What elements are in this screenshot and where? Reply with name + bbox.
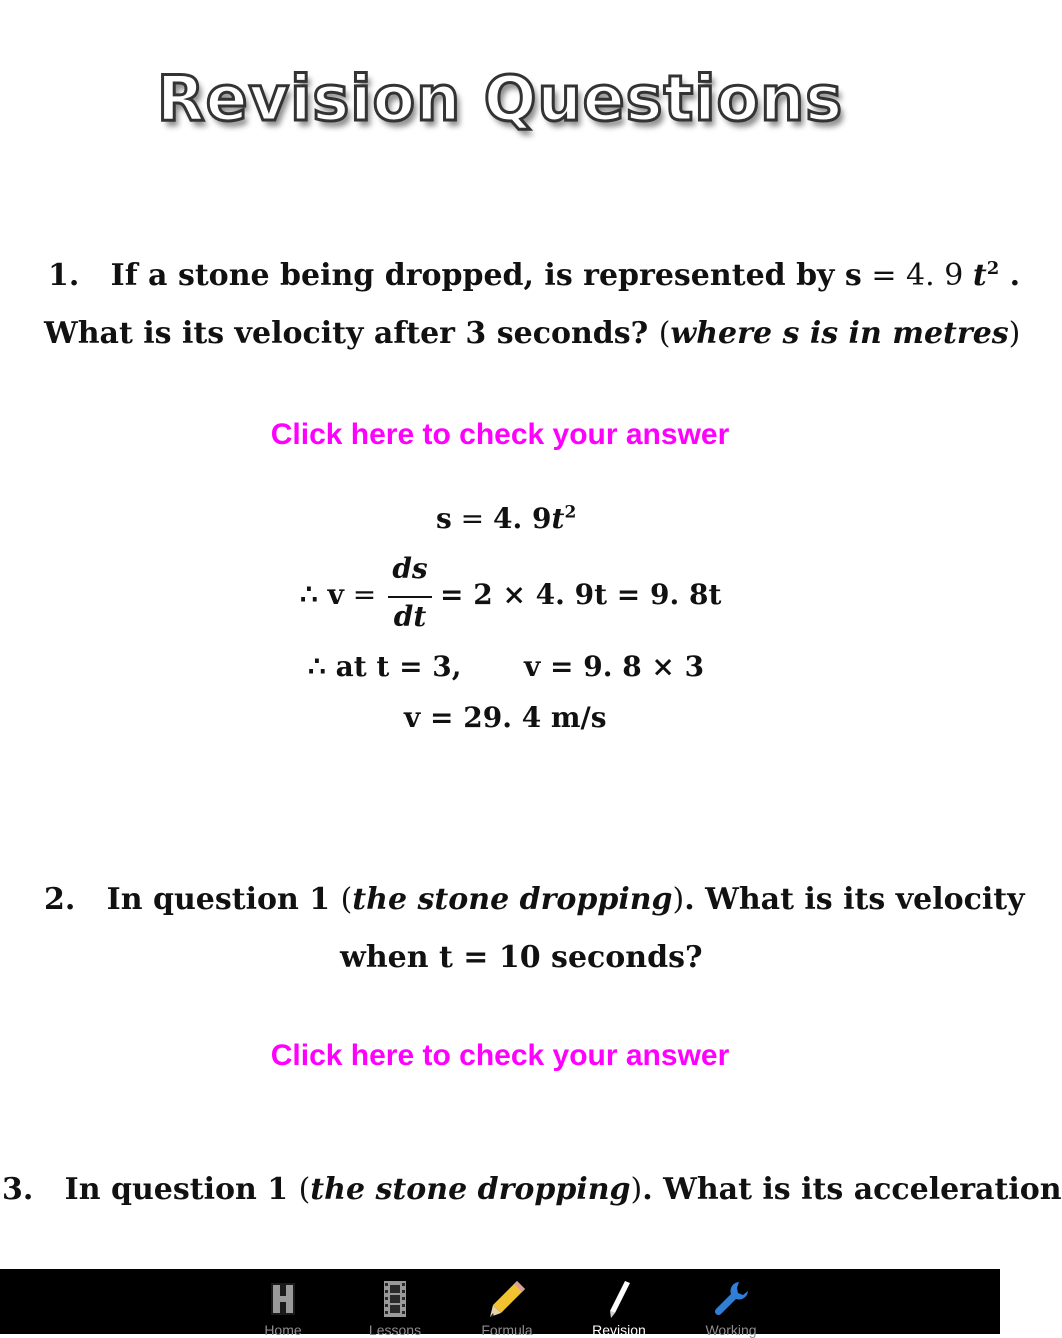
check-answer-link-1[interactable]: Click here to check your answer [270, 418, 730, 451]
question-number: 1. [48, 258, 80, 293]
pen-icon [599, 1279, 639, 1319]
question-number: 2. [44, 882, 76, 917]
solution-line-3-right: v = 9. 8 × 3 [524, 650, 705, 683]
tab-working[interactable]: Working [686, 1269, 776, 1334]
film-strip-icon [375, 1279, 415, 1319]
question-number: 3. [2, 1172, 34, 1207]
question-3-line-1: 3. In question 1 (the stone dropping). What is its acceleration [2, 1172, 1062, 1207]
tab-revision[interactable]: Revision [574, 1269, 664, 1334]
home-h-icon [263, 1279, 303, 1319]
question-text: If a stone being dropped, is represented by s [110, 258, 862, 293]
solution-line-2-prefix: ∴ v = [300, 578, 377, 611]
fraction-bar [388, 596, 432, 598]
check-answer-link-2[interactable]: Click here to check your answer [270, 1039, 730, 1072]
solution-line-3-left: ∴ at t = 3, [308, 650, 462, 683]
question-2-line-1: 2. In question 1 (the stone dropping). What is its velocity [44, 882, 1025, 917]
fraction-numerator: ds [392, 552, 428, 585]
wrench-icon [711, 1279, 751, 1319]
solution-line-4: v = 29. 4 m/s [404, 701, 607, 734]
question-2-line-2: when t = 10 seconds? [340, 940, 703, 975]
tab-lessons[interactable]: Lessons [350, 1269, 440, 1334]
fraction-denominator: dt [393, 600, 427, 633]
solution-line-2-rest: = 2 × 4. 9t = 9. 8t [440, 578, 722, 611]
solution-line-1: s = 4. $9t^2$ [436, 502, 577, 535]
tab-home[interactable]: Home [238, 1269, 328, 1334]
tab-formula[interactable]: Formula [462, 1269, 552, 1334]
question-1-line-2: What is its velocity after 3 seconds? (where s is in metres) [44, 316, 1021, 351]
pencil-icon [487, 1279, 527, 1319]
question-1-line-1: 1. If a stone being dropped, is represented by s = 4. 9 $t^2$ . [48, 258, 1021, 293]
tab-bar [0, 1269, 1000, 1338]
page-title: Revision Questions [156, 62, 844, 135]
